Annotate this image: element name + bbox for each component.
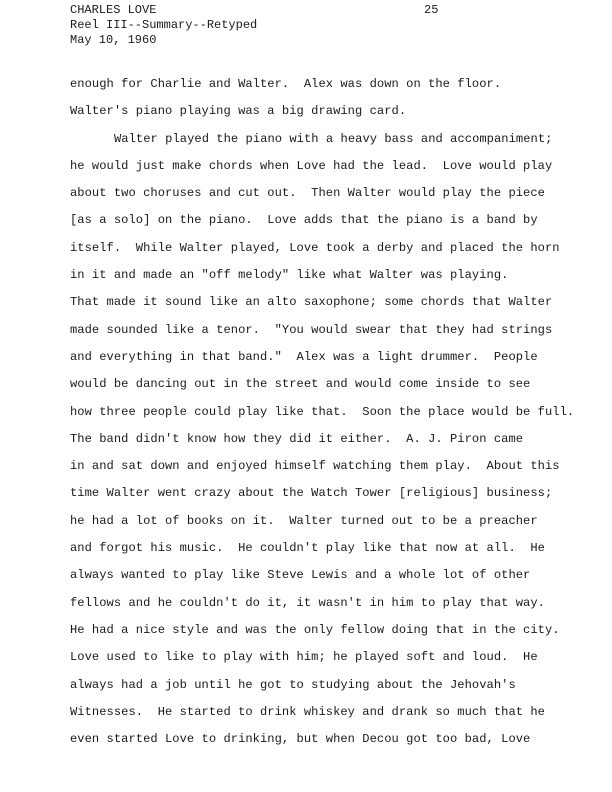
text-line: Witnesses. He started to drink whiskey and drank so much that he bbox=[70, 704, 545, 719]
text-line: and forgot his music. He couldn't play like that now at all. He bbox=[70, 541, 545, 556]
text-line: in it and made an "off melody" like what Walter was playing. bbox=[70, 268, 509, 283]
header-reel: Reel III--Summary--Retyped bbox=[70, 18, 258, 32]
text-line: he would just make chords when Love had the lead. Love would play bbox=[70, 158, 553, 173]
text-line: fellows and he couldn't do it, it wasn't in him to play that way. bbox=[70, 595, 545, 610]
text-line: itself. While Walter played, Love took a derby and placed the horn bbox=[70, 240, 560, 255]
text-line: time Walter went crazy about the Watch Tower [religious] business; bbox=[70, 486, 553, 501]
text-line: That made it sound like an alto saxophone; some chords that Walter bbox=[70, 295, 553, 310]
text-line: [as a solo] on the piano. Love adds that the piano is a band by bbox=[70, 213, 538, 228]
text-line: Love used to like to play with him; he played soft and loud. He bbox=[70, 650, 538, 665]
text-line: in and sat down and enjoyed himself watching them play. About this bbox=[70, 459, 560, 474]
page-number: 25 bbox=[424, 3, 439, 17]
text-line: He had a nice style and was the only fellow doing that in the city. bbox=[70, 622, 560, 637]
text-line: always had a job until he got to studying about the Jehovah's bbox=[70, 677, 516, 692]
text-line: enough for Charlie and Walter. Alex was down on the floor. bbox=[70, 77, 502, 91]
text-line: The band didn't know how they did it either. A. J. Piron came bbox=[70, 431, 524, 446]
body-text bbox=[70, 71, 610, 753]
text-line: and everything in that band." Alex was a light drummer. People bbox=[70, 349, 538, 364]
paragraph-start-line: Walter played the piano with a heavy bass and accompaniment; bbox=[114, 131, 553, 146]
header-name: CHARLES LOVE bbox=[70, 3, 157, 17]
text-line: about two choruses and cut out. Then Walter would play the piece bbox=[70, 186, 545, 201]
text-line: Walter's piano playing was a big drawing card. bbox=[70, 104, 407, 119]
text-line: made sounded like a tenor. "You would swear that they had strings bbox=[70, 322, 553, 337]
text-line: even started Love to drinking, but when Decou got too bad, Love bbox=[70, 732, 531, 747]
text-line: always wanted to play like Steve Lewis and a whole lot of other bbox=[70, 568, 531, 583]
page-header bbox=[70, 3, 257, 48]
text-line: how three people could play like that. Soon the place would be full. bbox=[70, 404, 575, 419]
text-line: he had a lot of books on it. Walter turned out to be a preacher bbox=[70, 513, 538, 528]
header-date: May 10, 1960 bbox=[70, 33, 157, 47]
text-line: would be dancing out in the street and would come inside to see bbox=[70, 377, 531, 392]
